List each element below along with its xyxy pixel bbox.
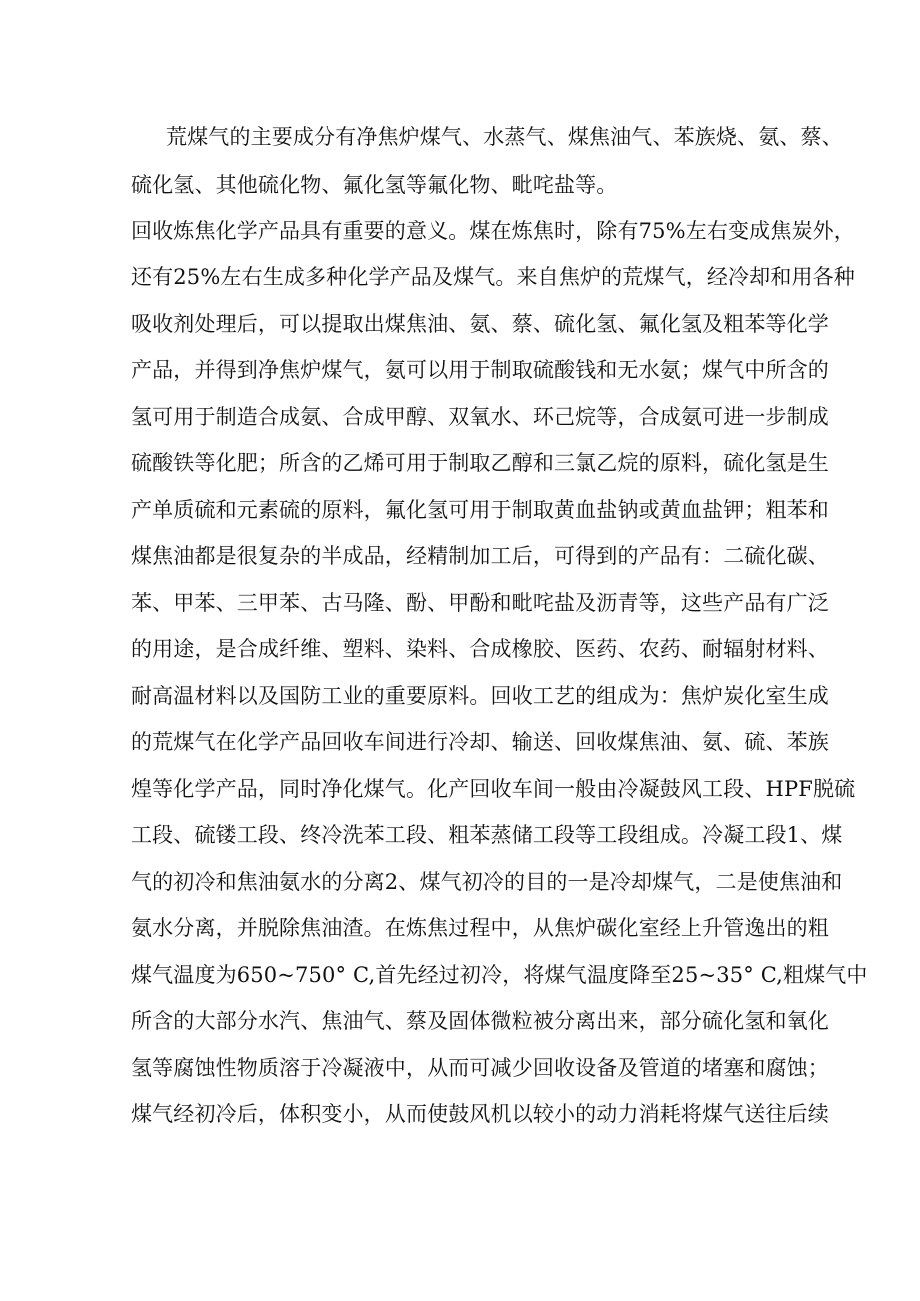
paragraph-2-line-17: 煤气温度为650~750° C,首先经过初冷，将煤气温度降至25~35° C,粗煤气中 xyxy=(131,963,868,987)
paragraph-2-line-20: 煤气经初冷后，体积变小，从而使鼓风机以较小的动力消耗将煤气送往后续 xyxy=(131,1102,829,1126)
paragraph-2-line-5: 氢可用于制造合成氨、合成甲醇、双氧水、环己烷等，合成氨可进一步制成 xyxy=(131,405,829,429)
paragraph-2-line-1: 回收炼焦化学产品具有重要的意义。煤在炼焦时，除有75%左右变成焦炭外， xyxy=(131,219,855,243)
paragraph-2-line-10: 的用途，是合成纤维、塑料、染料、合成橡胶、医药、农药、耐辐射材料、 xyxy=(131,637,829,661)
paragraph-2-line-14: 工段、硫镂工段、终冷洗苯工段、粗苯蒸储工段等工段组成。冷凝工段1、煤 xyxy=(131,823,843,847)
paragraph-2-line-6: 硫酸铁等化肥；所含的乙烯可用于制取乙醇和三氯乙烷的原料，硫化氢是生 xyxy=(131,451,829,475)
paragraph-2-line-8: 煤焦油都是很复杂的半成品，经精制加工后，可得到的产品有：二硫化碳、 xyxy=(131,544,829,568)
paragraph-1-line-2: 硫化氢、其他硫化物、氟化氢等氟化物、毗咤盐等。 xyxy=(131,173,618,197)
paragraph-2-line-4: 产品，并得到净焦炉煤气，氨可以用于制取硫酸钱和无水氨；煤气中所含的 xyxy=(131,358,829,382)
paragraph-2-line-13: 煌等化学产品，同时净化煤气。化产回收车间一般由冷凝鼓风工段、HPF脱硫 xyxy=(131,777,856,801)
paragraph-2-line-11: 耐高温材料以及国防工业的重要原料。回收工艺的组成为：焦炉炭化室生成 xyxy=(131,684,829,708)
paragraph-2-line-18: 所含的大部分水汽、焦油气、蔡及固体微粒被分离出来，部分硫化氢和氧化 xyxy=(131,1009,829,1033)
paragraph-2-line-9: 苯、甲苯、三甲苯、古马隆、酚、甲酚和毗咤盐及沥青等，这些产品有广泛 xyxy=(131,591,829,615)
paragraph-2-line-19: 氢等腐蚀性物质溶于冷凝液中，从而可减少回收设备及管道的堵塞和腐蚀； xyxy=(131,1056,829,1080)
paragraph-2-line-7: 产单质硫和元素硫的原料，氟化氢可用于制取黄血盐钠或黄血盐钾；粗苯和 xyxy=(131,498,829,522)
paragraph-2-line-15: 气的初冷和焦油氨水的分离2、煤气初冷的目的一是冷却煤气，二是使焦油和 xyxy=(131,870,843,894)
paragraph-1-line-1: 荒煤气的主要成分有净焦炉煤气、水蒸气、煤焦油气、苯族烧、氨、蔡、 xyxy=(166,125,843,149)
paragraph-2-line-16: 氨水分离，并脱除焦油渣。在炼焦过程中，从焦炉碳化室经上升管逸出的粗 xyxy=(131,916,829,940)
paragraph-2-line-3: 吸收剂处理后，可以提取出煤焦油、氨、蔡、硫化氢、氟化氢及粗苯等化学 xyxy=(131,312,829,336)
paragraph-2-line-2: 还有25%左右生成多种化学产品及煤气。来自焦炉的荒煤气，经冷却和用各种 xyxy=(131,265,855,289)
paragraph-2-line-12: 的荒煤气在化学产品回收车间进行冷却、输送、回收煤焦油、氨、硫、苯族 xyxy=(131,730,829,754)
